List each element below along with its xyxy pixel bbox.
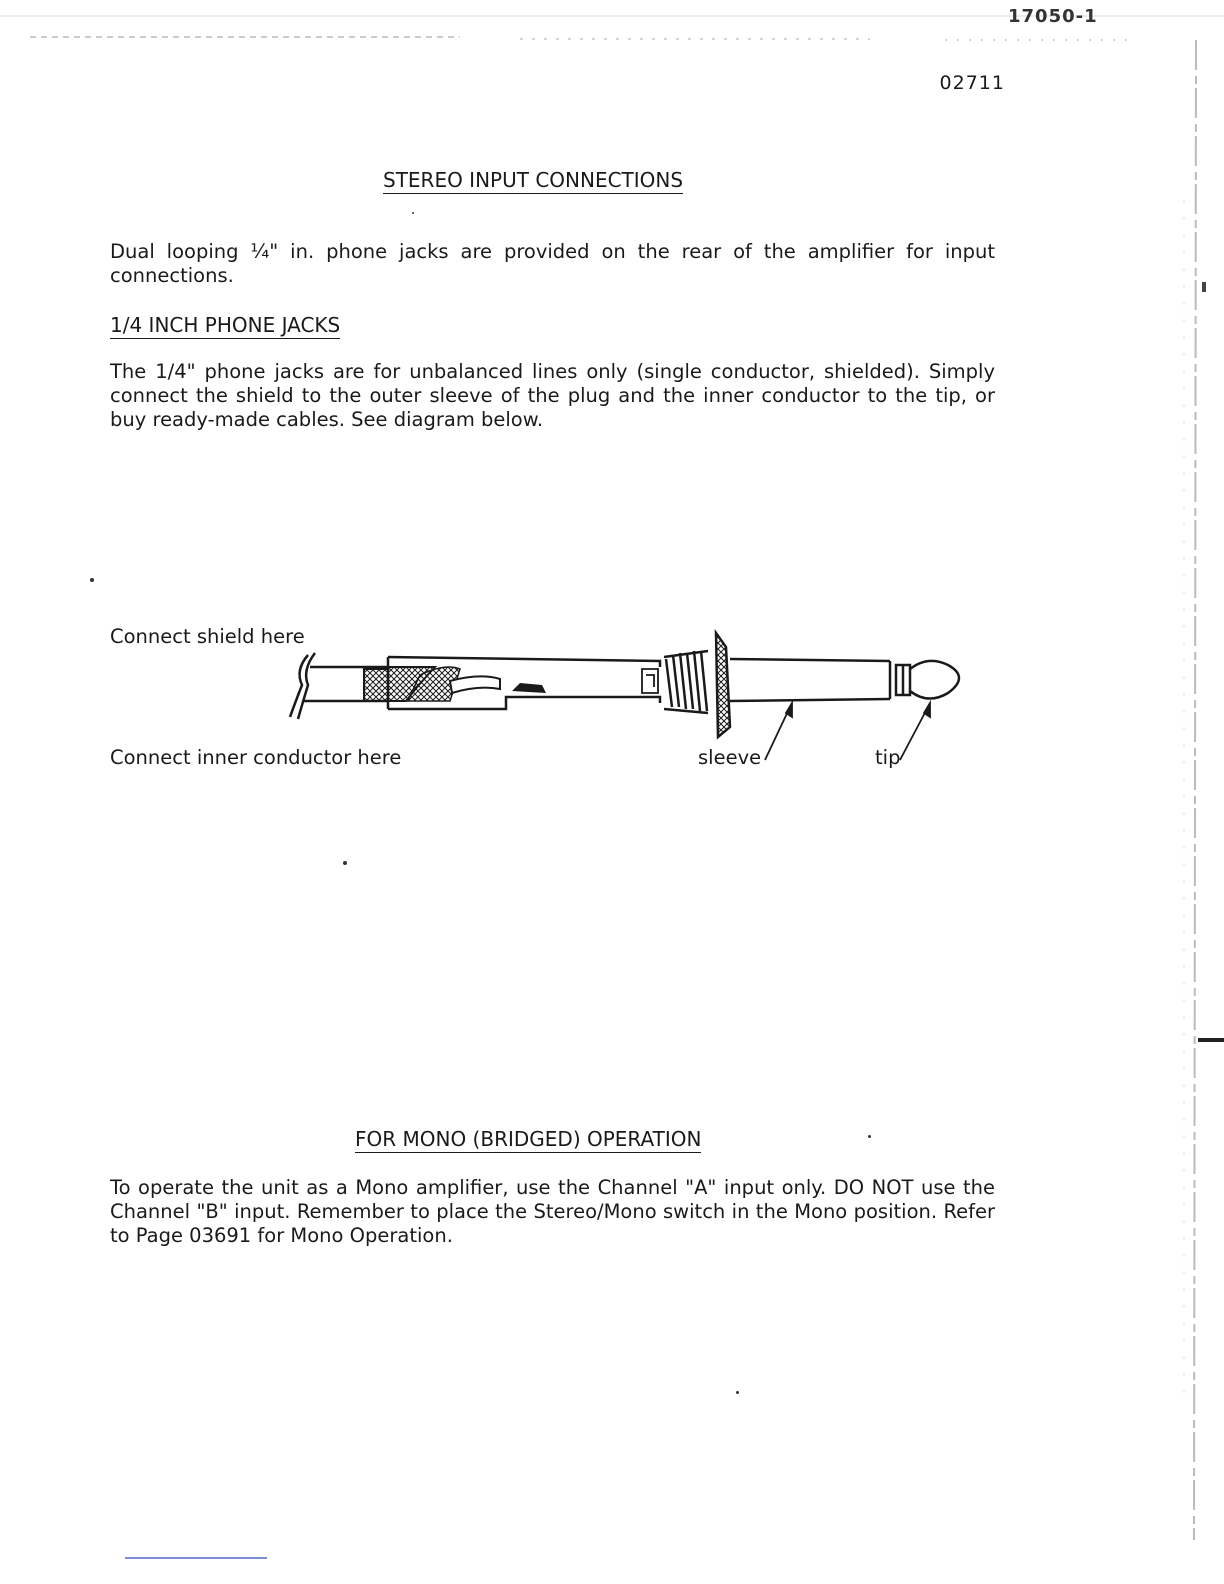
threaded-collar <box>664 651 708 713</box>
page-number: 02711 <box>939 72 1005 94</box>
phone-jacks-heading: 1/4 INCH PHONE JACKS <box>110 313 341 337</box>
shield-label: Connect shield here <box>110 625 305 648</box>
phone-jacks-paragraph: The 1/4" phone jacks are for unbalanced lines only (single conductor, shielded). Simply connect the shield to the outer sleeve of the plug and the inner conductor to the tip, or buy ready-made cables. See diagram below. <box>110 360 995 431</box>
mono-operation-heading: FOR MONO (BRIDGED) OPERATION <box>355 1127 702 1151</box>
inner-conductor-label: Connect inner conductor here <box>110 746 402 769</box>
scan-edge-right <box>1170 0 1224 1584</box>
solder-lug <box>512 683 546 693</box>
scan-speck <box>868 1135 871 1138</box>
plug-inner <box>642 669 658 693</box>
tip-label: tip <box>875 746 901 769</box>
scan-speck <box>412 212 414 214</box>
scan-speck <box>343 861 347 865</box>
sleeve <box>730 659 890 701</box>
document-id: 17050-1 <box>1008 6 1098 27</box>
scan-bottom-rule <box>125 1557 267 1559</box>
mono-operation-paragraph: To operate the unit as a Mono amplifier, use the Channel "A" input only. DO NOT use the Channel "B" input. Remember to place the Stereo/Mono switch in the Mono position. Refer to Page 03691 for Mono Operation. <box>110 1176 995 1247</box>
sleeve-label: sleeve <box>698 746 762 769</box>
phone-plug-diagram <box>280 625 980 765</box>
pointer-lines <box>765 703 930 760</box>
stereo-intro-paragraph: Dual looping ¼" in. phone jacks are provided on the rear of the amplifier for input connections. <box>110 240 995 287</box>
stereo-input-heading: STEREO INPUT CONNECTIONS <box>383 168 684 192</box>
scan-speck <box>90 578 94 582</box>
flange <box>716 633 730 737</box>
inner-conductor <box>450 676 500 693</box>
scan-speck <box>736 1391 739 1394</box>
tip <box>896 661 959 699</box>
